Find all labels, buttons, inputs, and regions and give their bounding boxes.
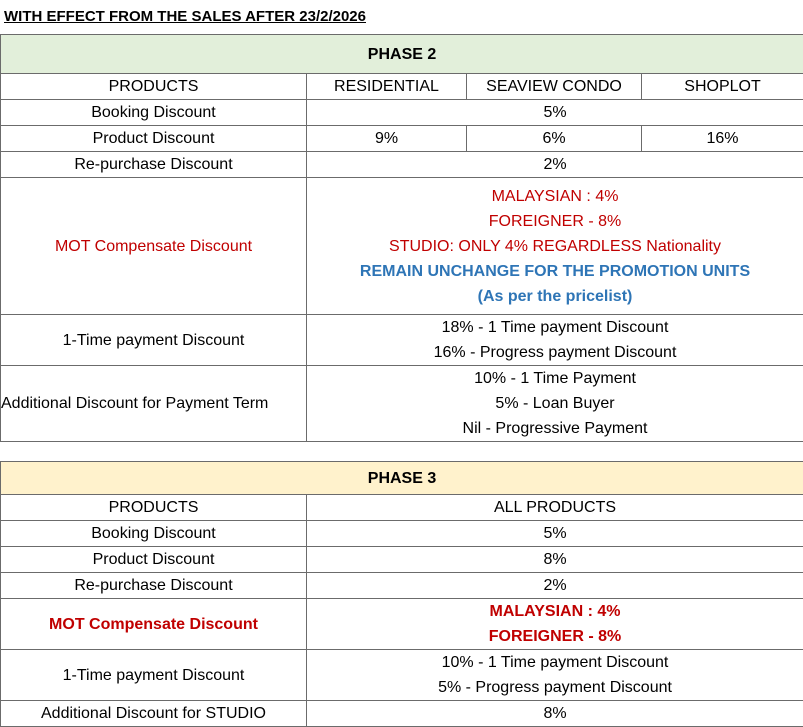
phase2-repurchase-label: Re-purchase Discount	[1, 152, 307, 178]
phase2-title-row	[1, 35, 803, 74]
phase2-mot-values	[307, 178, 803, 315]
phase3-repurchase-row	[1, 573, 803, 599]
phase3-studio-label: Additional Discount for STUDIO	[1, 701, 307, 727]
phase2-mot-foreigner: FOREIGNER - 8%	[307, 209, 803, 234]
phase2-onetime-line-1: 18% - 1 Time payment Discount	[307, 315, 803, 340]
phase2-booking-label: Booking Discount	[1, 100, 307, 126]
phase3-mot-malaysian: MALAYSIAN : 4%	[307, 599, 803, 624]
phase2-product-seaview: 6%	[467, 126, 642, 152]
phase2-onetime-label: 1-Time payment Discount	[1, 315, 307, 366]
phase2-mot-studio: STUDIO: ONLY 4% REGARDLESS Nationality	[307, 234, 803, 259]
phase2-mot-label: MOT Compensate Discount	[1, 178, 307, 315]
phase2-additional-line-1: 10% - 1 Time Payment	[307, 366, 803, 391]
phase2-mot-malaysian: MALAYSIAN : 4%	[307, 184, 803, 209]
phase2-title: PHASE 2	[1, 35, 803, 74]
phase3-mot-values	[307, 599, 803, 650]
phase3-mot-row	[1, 599, 803, 650]
phase3-studio-row	[1, 701, 803, 727]
phase3-title: PHASE 3	[1, 462, 803, 495]
phase2-onetime-line-2: 16% - Progress payment Discount	[307, 340, 803, 365]
phase2-mot-pricelist: (As per the pricelist)	[307, 284, 803, 309]
phase3-header-products: PRODUCTS	[1, 495, 307, 521]
phase3-table	[0, 461, 803, 727]
phase3-mot-foreigner: FOREIGNER - 8%	[307, 624, 803, 649]
phase3-onetime-line-1: 10% - 1 Time payment Discount	[307, 650, 803, 675]
phase2-table	[0, 34, 803, 442]
phase3-booking-value: 5%	[307, 521, 803, 547]
phase2-header-seaview-condo: SEAVIEW CONDO	[467, 74, 642, 100]
phase2-additional-values	[307, 366, 803, 442]
phase3-onetime-values	[307, 650, 803, 701]
phase2-header-residential: RESIDENTIAL	[307, 74, 467, 100]
phase2-repurchase-value: 2%	[307, 152, 803, 178]
phase3-product-row	[1, 547, 803, 573]
phase3-mot-label: MOT Compensate Discount	[1, 599, 307, 650]
phase3-onetime-line-2: 5% - Progress payment Discount	[307, 675, 803, 700]
phase3-studio-value: 8%	[307, 701, 803, 727]
effect-notice: WITH EFFECT FROM THE SALES AFTER 23/2/2026	[4, 6, 704, 28]
phase2-mot-remain: REMAIN UNCHANGE FOR THE PROMOTION UNITS	[307, 259, 803, 284]
phase2-additional-row	[1, 366, 803, 442]
phase3-repurchase-value: 2%	[307, 573, 803, 599]
phase3-product-value: 8%	[307, 547, 803, 573]
phase3-product-label: Product Discount	[1, 547, 307, 573]
phase2-product-label: Product Discount	[1, 126, 307, 152]
phase3-title-row	[1, 462, 803, 495]
phase2-onetime-values	[307, 315, 803, 366]
phase2-mot-row	[1, 178, 803, 315]
phase2-booking-row	[1, 100, 803, 126]
phase2-header-shoplot: SHOPLOT	[642, 74, 803, 100]
phase3-booking-row	[1, 521, 803, 547]
phase2-additional-line-3: Nil - Progressive Payment	[307, 416, 803, 441]
phase3-onetime-row	[1, 650, 803, 701]
phase2-header-products: PRODUCTS	[1, 74, 307, 100]
phase2-repurchase-row	[1, 152, 803, 178]
phase3-booking-label: Booking Discount	[1, 521, 307, 547]
phase2-additional-line-2: 5% - Loan Buyer	[307, 391, 803, 416]
phase2-product-row	[1, 126, 803, 152]
phase3-header-all-products: ALL PRODUCTS	[307, 495, 803, 521]
phase3-header-row	[1, 495, 803, 521]
phase3-repurchase-label: Re-purchase Discount	[1, 573, 307, 599]
phase3-onetime-label: 1-Time payment Discount	[1, 650, 307, 701]
phase2-booking-value: 5%	[307, 100, 803, 126]
phase2-additional-label: Additional Discount for Payment Term	[1, 366, 307, 442]
phase2-header-row	[1, 74, 803, 100]
phase2-product-shoplot: 16%	[642, 126, 803, 152]
phase2-product-residential: 9%	[307, 126, 467, 152]
phase2-onetime-row	[1, 315, 803, 366]
